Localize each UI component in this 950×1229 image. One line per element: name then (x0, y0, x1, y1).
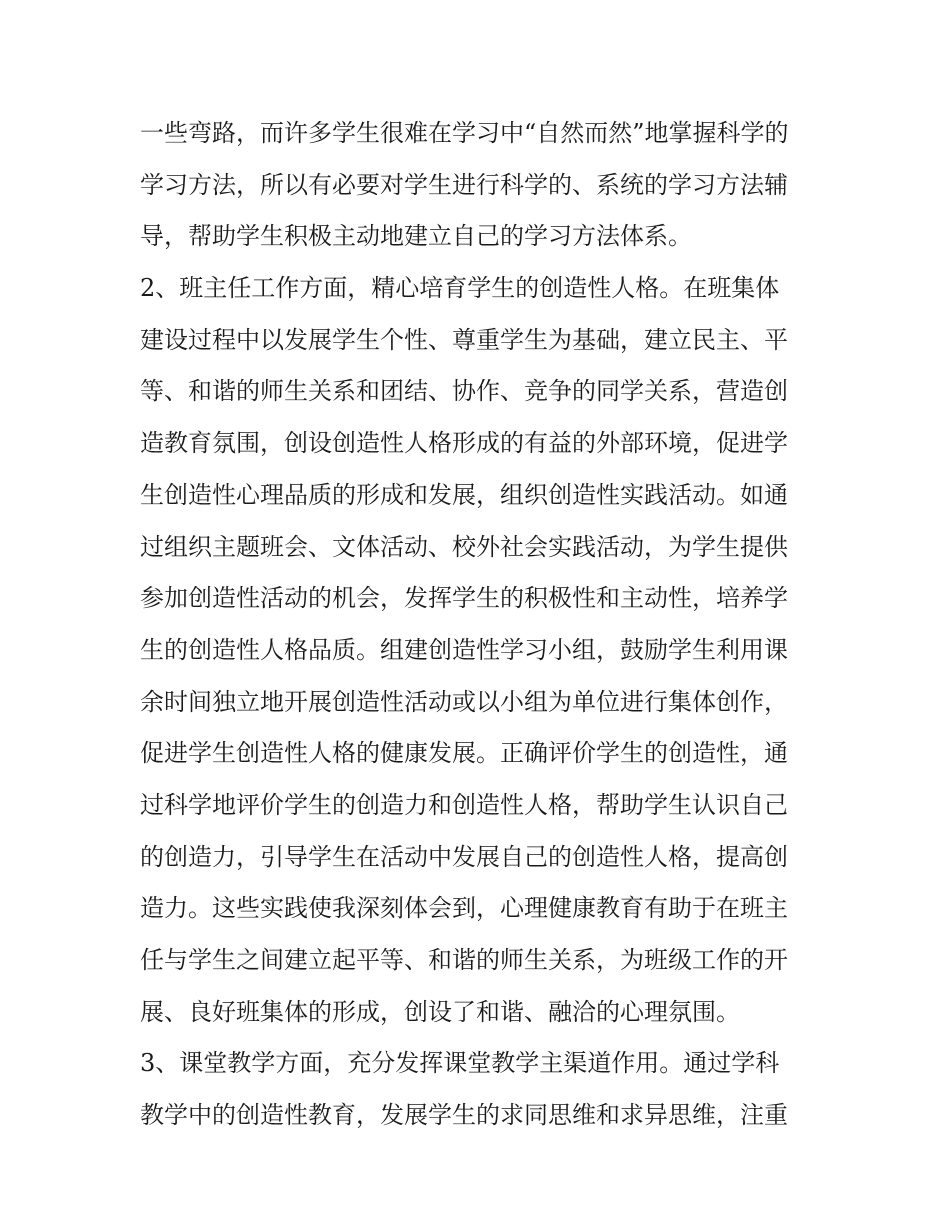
text-line: 任与学生之间建立起平等、和谐的师生关系，为班级工作的开 (140, 946, 788, 974)
text-line: 造教育氛围，创设创造性人格形成的有益的外部环境，促进学 (140, 429, 788, 458)
text-line: 过组织主题班会、文体活动、校外社会实践活动，为学生提供 (140, 532, 788, 561)
body-text (140, 108, 820, 1142)
text-line: 一些弯路，而许多学生很难在学习中“自然而然”地掌握科学的 (140, 119, 789, 147)
text-line: 促进学生创造性人格的健康发展。正确评价学生的创造性，通 (140, 739, 788, 768)
text-line: 生的创造性人格品质。组建创造性学习小组，鼓励学生利用课 (140, 635, 788, 664)
text-line: 学习方法，所以有必要对学生进行科学的、系统的学习方法辅 (140, 170, 788, 199)
text-line: 等、和谐的师生关系和团结、协作、竞争的同学关系，营造创 (140, 377, 788, 406)
text-line: 生创造性心理品质的形成和发展，组织创造性实践活动。如通 (140, 480, 788, 509)
text-line: 展、良好班集体的形成，创设了和谐、融洽的心理氛围。 (140, 997, 740, 1026)
text-line: 导，帮助学生积极主动地建立自己的学习方法体系。 (140, 222, 692, 251)
text-line: 的创造力，引导学生在活动中发展自己的创造性人格，提高创 (140, 842, 788, 871)
text-line: 教学中的创造性教育，发展学生的求同思维和求异思维，注重 (140, 1101, 788, 1130)
text-line: 3、课堂教学方面，充分发挥课堂教学主渠道作用。通过学科 (140, 1049, 780, 1078)
text-line: 造力。这些实践使我深刻体会到，心理健康教育有助于在班主 (140, 894, 788, 923)
text-line: 参加创造性活动的机会，发挥学生的积极性和主动性，培养学 (140, 584, 788, 613)
text-line: 过科学地评价学生的创造力和创造性人格，帮助学生认识自己 (140, 790, 788, 819)
text-line: 余时间独立地开展创造性活动或以小组为单位进行集体创作， (140, 687, 788, 716)
text-line: 建设过程中以发展学生个性、尊重学生为基础，建立民主、平 (140, 325, 788, 354)
text-line: 2、班主任工作方面，精心培育学生的创造性人格。在班集体 (140, 274, 780, 303)
